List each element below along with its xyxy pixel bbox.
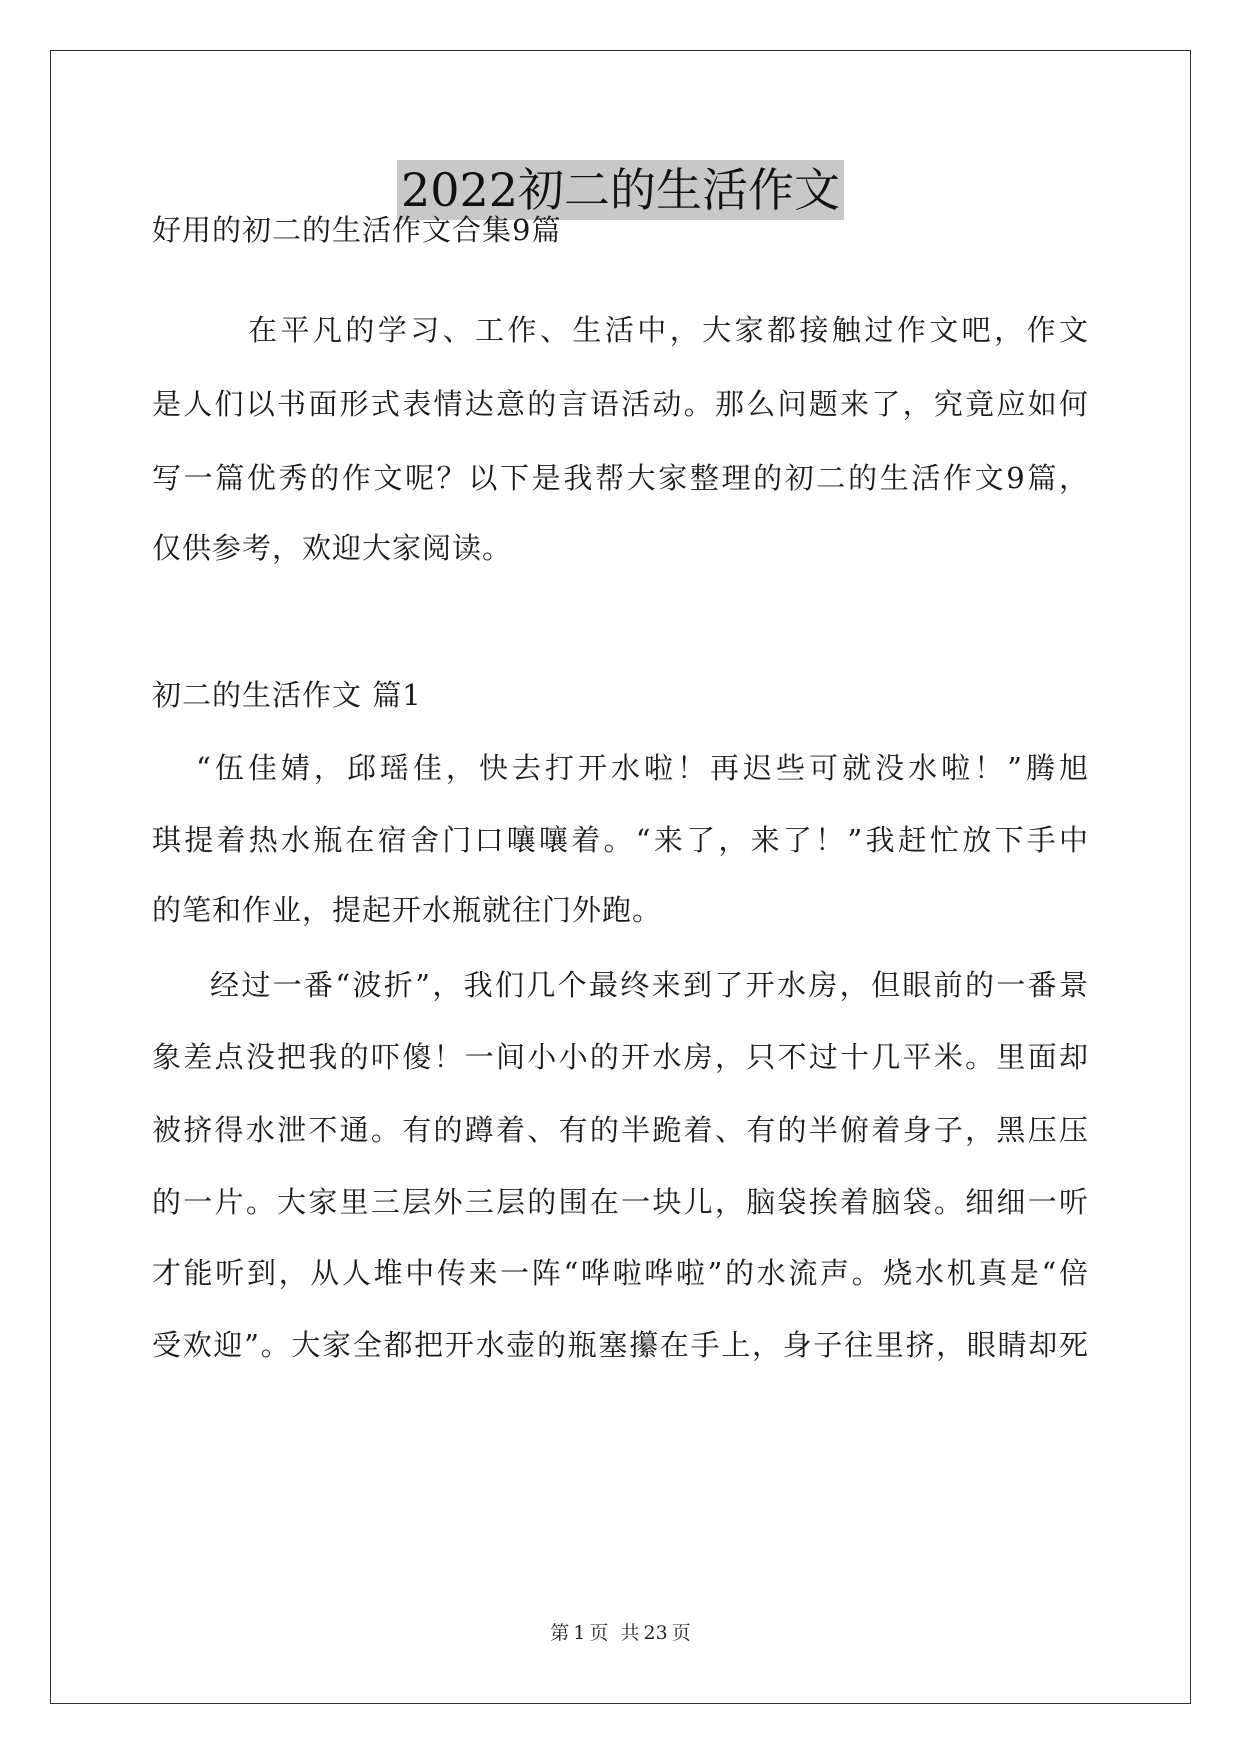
section-heading: 初二的生活作文 篇1 <box>152 678 422 712</box>
paragraph-line: “伍佳婧，邱瑶佳，快去打开水啦！再迟些可就没水啦！”腾旭 <box>196 751 1089 785</box>
page-border <box>50 50 1191 1704</box>
paragraph-line: 的笔和作业，提起开水瓶就往门外跑。 <box>152 893 663 927</box>
paragraph-line: 的一片。大家里三层外三层的围在一块儿，脑袋挨着脑袋。细细一听 <box>152 1185 1089 1219</box>
intro-line: 仅供参考，欢迎大家阅读。 <box>152 531 513 565</box>
paragraph-line: 象差点没把我的吓傻！一间小小的开水房，只不过十几平米。里面却 <box>152 1040 1089 1074</box>
page-current-number: 1 <box>573 1622 586 1644</box>
page-total-number: 23 <box>643 1622 668 1644</box>
paragraph-line: 琪提着热水瓶在宿舍门口嚷嚷着。“来了，来了！”我赶忙放下手中 <box>152 823 1089 857</box>
paragraph-line: 才能听到，从人堆中传来一阵“哗啦哗啦”的水流声。烧水机真是“倍 <box>152 1256 1089 1290</box>
page-footer <box>0 1620 1241 1646</box>
page-suffix: 页 <box>671 1622 691 1644</box>
intro-line: 是人们以书面形式表情达意的言语活动。那么问题来了，究竟应如何 <box>152 387 1089 421</box>
paragraph-line: 被挤得水泄不通。有的蹲着、有的半跪着、有的半俯着身子，黑压压 <box>152 1113 1089 1147</box>
document-subtitle: 好用的初二的生活作文合集9篇 <box>152 213 562 247</box>
paragraph-line: 经过一番“波折”，我们几个最终来到了开水房，但眼前的一番景 <box>210 968 1089 1002</box>
intro-line: 写一篇优秀的作文呢？以下是我帮大家整理的初二的生活作文9篇， <box>152 461 1089 495</box>
intro-line: 在平凡的学习、工作、生活中，大家都接触过作文吧，作文 <box>248 313 1089 347</box>
page-mid-text: 页 共 <box>589 1622 640 1644</box>
page-prefix: 第 <box>550 1622 570 1644</box>
paragraph-line: 受欢迎”。大家全都把开水壶的瓶塞攥在手上，身子往里挤，眼睛却死 <box>152 1328 1089 1362</box>
document-title: 2022初二的生活作文 <box>397 160 844 220</box>
